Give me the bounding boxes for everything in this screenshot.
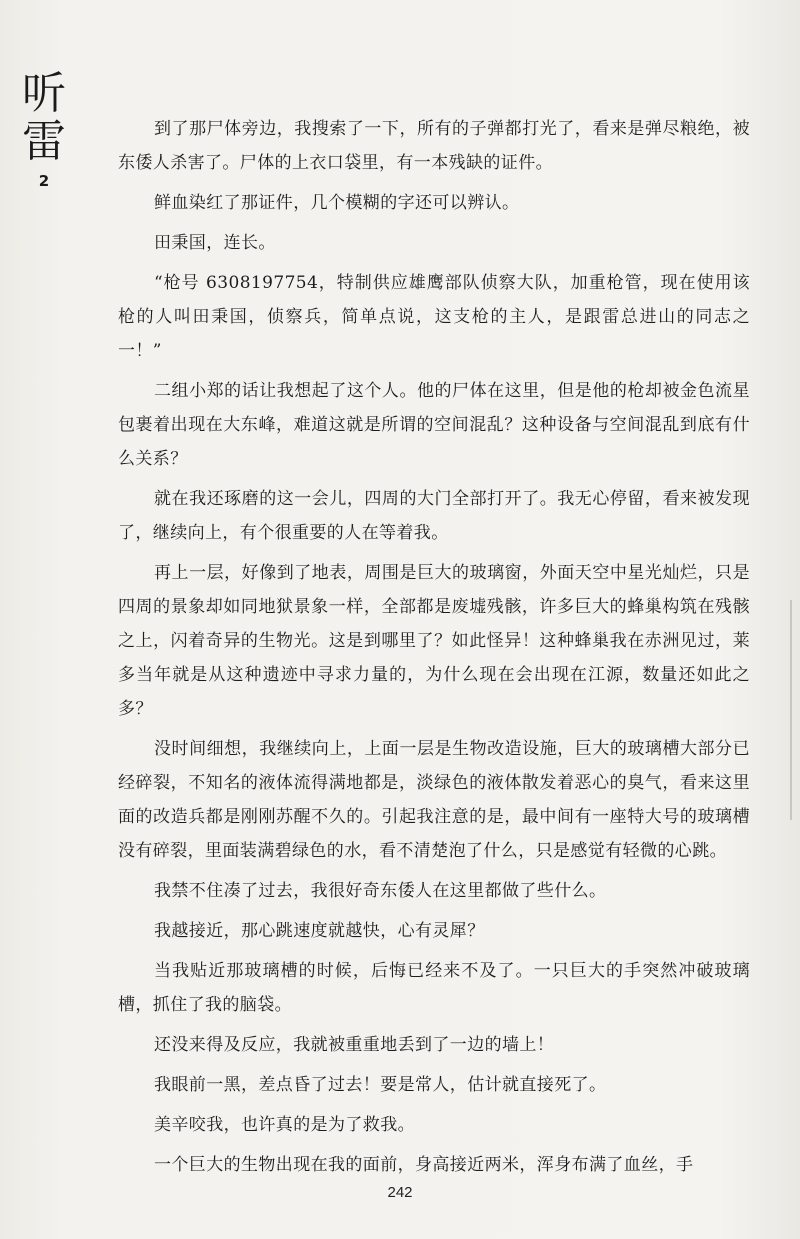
paragraph: 美辛咬我，也许真的是为了救我。 [154,1115,415,1135]
paragraph: 我眼前一黑，差点昏了过去！要是常人，估计就直接死了。 [154,1075,607,1095]
paragraph: 我禁不住凑了过去，我很好奇东倭人在这里都做了些什么。 [154,881,607,901]
paragraph: 还没来得及反应，我就被重重地丢到了一边的墙上！ [154,1035,555,1055]
page-number: 242 [387,1184,413,1201]
body-text [118,112,750,1188]
paragraph: 田秉国，连长。 [154,233,276,253]
paragraph: 当我贴近那玻璃槽的时候，后悔已经来不及了。一只巨大的手突然冲破玻璃槽，抓住了我的脑袋。 [118,961,750,1015]
volume-number: 2 [38,172,50,190]
side-title [14,70,74,190]
paragraph: 到了那尸体旁边，我搜索了一下，所有的子弹都打光了，看来是弹尽粮绝，被东倭人杀害了。尸体的上衣口袋里，有一本残缺的证件。 [118,119,750,173]
paragraph: 一个巨大的生物出现在我的面前，身高接近两米，浑身布满了血丝，手 [154,1155,694,1175]
side-title-char-1: 听 [22,68,66,119]
page-edge-shadow [790,600,792,820]
paragraph: 就在我还琢磨的这一会儿，四周的大门全部打开了。我无心停留，看来被发现了，继续向上，有个很重要的人在等着我。 [118,489,750,543]
paragraph: 没时间细想，我继续向上，上面一层是生物改造设施，巨大的玻璃槽大部分已经碎裂，不知名的液体流得满地都是，淡绿色的液体散发着恶心的臭气，看来这里面的改造兵都是刚刚苏醒不久的。引起我注意的是，最中间有一座特大号的玻璃槽没有碎裂，里面装满碧绿色的水，看不清楚泡了什么，只是感觉有轻微的心跳。 [118,739,750,861]
paragraph: 再上一层，好像到了地表，周围是巨大的玻璃窗，外面天空中星光灿烂，只是四周的景象却如同地狱景象一样，全部都是废墟残骸，许多巨大的蜂巢构筑在残骸之上，闪着奇异的生物光。这是到哪里了？如此怪异！这种蜂巢我在赤洲见过，莱多当年就是从这种遗迹中寻求力量的，为什么现在会出现在江源，数量还如此之多？ [118,563,750,719]
paragraph: 我越接近，那心跳速度就越快，心有灵犀？ [154,921,485,941]
paragraph: 鲜血染红了那证件，几个模糊的字还可以辨认。 [154,193,520,213]
paragraph: 二组小郑的话让我想起了这个人。他的尸体在这里，但是他的枪却被金色流星包裹着出现在大东峰，难道这就是所谓的空间混乱？这种设备与空间混乱到底有什么关系？ [118,381,750,469]
side-title-char-2: 雷 [22,116,66,167]
paragraph: “枪号 6308197754，特制供应雄鹰部队侦察大队，加重枪管，现在使用该枪的人叫田秉国，侦察兵，简单点说，这支枪的主人，是跟雷总进山的同志之一！” [118,273,750,361]
